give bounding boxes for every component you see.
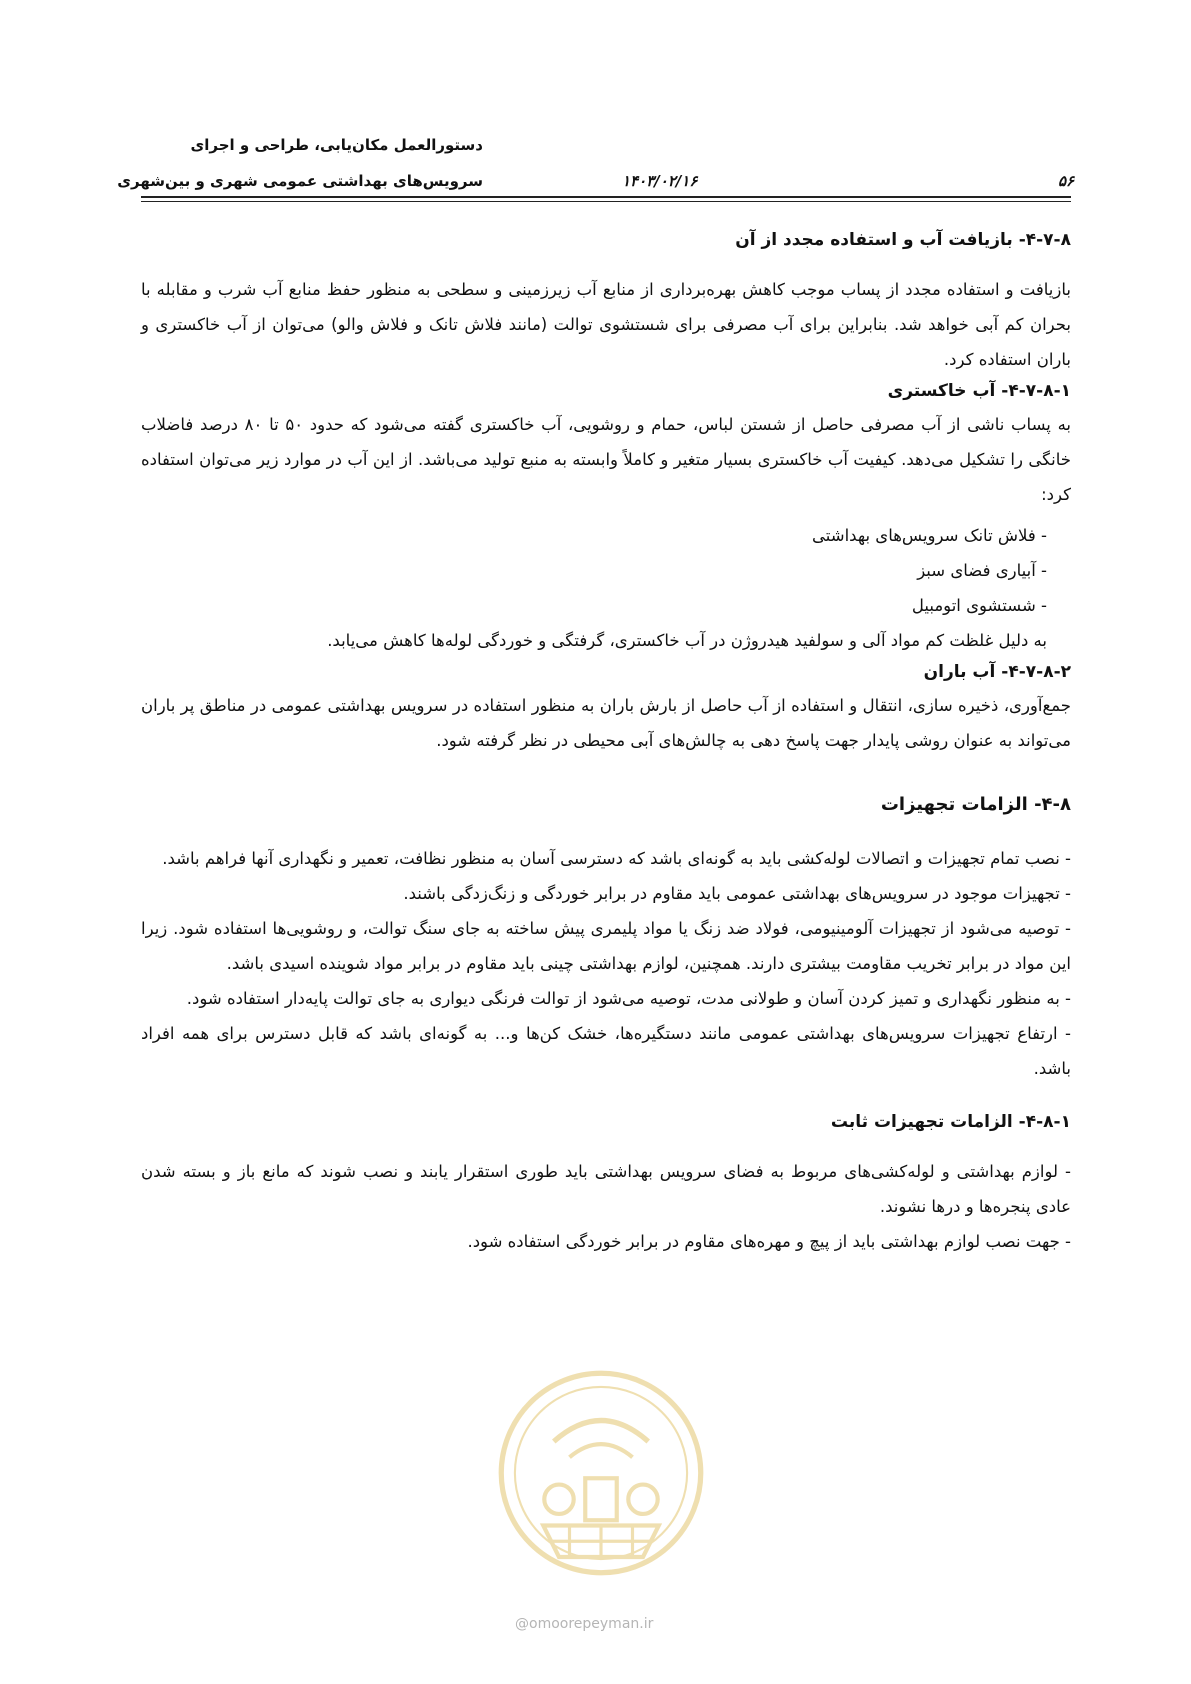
list-item: - ارتفاع تجهیزات سرویس‌های بهداشتی عمومی مانند دستگیره‌ها، خشک کن‌ها و... به گونه‌ای باشد که قابل دسترس برای همه افراد باشد. <box>141 1024 1071 1078</box>
subsection-heading-rainwater: ۴-۷-۸-۲- آب باران <box>923 662 1071 682</box>
header-rule <box>141 196 1071 198</box>
section-heading-water-recycling: ۴-۷-۸- بازیافت آب و استفاده مجدد از آن <box>735 230 1071 250</box>
document-body <box>141 230 1071 1259</box>
seal-watermark-icon <box>496 1368 706 1578</box>
list-item: - جهت نصب لوازم بهداشتی باید از پیچ و مهره‌های مقاوم در برابر خوردگی استفاده شود. <box>467 1232 1071 1251</box>
section-heading-equipment: ۴-۸- الزامات تجهیزات <box>880 794 1071 815</box>
list-item: - لوازم بهداشتی و لوله‌کشی‌های مربوط به فضای سرویس بهداشتی باید طوری استقرار یابند و نصب شوند که مانع باز و بسته شدن عادی پنجره‌ها و درها نشوند. <box>141 1162 1071 1216</box>
paragraph-rainwater: جمع‌آوری، ذخیره سازی، انتقال و استفاده از آب حاصل از بارش باران به منظور استفاده در سرویس بهداشتی عمومی در مناطق پر باران می‌تواند به عنوان روشی پایدار جهت پاسخ دهی به چالش‌های آبی محیطی در نظر گرفته شود. <box>141 696 1071 750</box>
list-item: - توصیه می‌شود از تجهیزات آلومینیومی، فولاد ضد زنگ یا مواد پلیمری پیش ساخته به جای سنگ توالت، و روشویی‌ها استفاده شود. زیرا این مواد در برابر تخریب مقاومت بیشتری دارند. همچنین، لوازم بهداشتی چینی باید مقاوم در برابر مواد شوینده اسیدی باشد. <box>141 919 1071 973</box>
list-item: - آبیاری فضای سبز <box>917 561 1047 580</box>
header-title-line2: سرویس‌های بهداشتی عمومی شهری و بین‌شهری <box>117 172 483 190</box>
header-date: ۱۴۰۳/۰۲/۱۶ <box>622 172 698 190</box>
watermark-site-text: @omoorepeyman.ir <box>515 1616 654 1632</box>
header-rule-thin <box>141 201 1071 202</box>
paragraph-greywater-note: به دلیل غلظت کم مواد آلی و سولفید هیدروژن در آب خاکستری، گرفتگی و خوردگی لوله‌ها کاهش می‌یابد. <box>327 631 1047 650</box>
list-item: - نصب تمام تجهیزات و اتصالات لوله‌کشی باید به گونه‌ای باشد که دسترسی آسان به منظور نظافت، تعمیر و نگهداری آنها فراهم باشد. <box>162 849 1071 868</box>
paragraph-greywater: به پساب ناشی از آب مصرفی حاصل از شستن لباس، حمام و روشویی، آب خاکستری گفته می‌شود که حدود ۵۰ تا ۸۰ درصد فاضلاب خانگی را تشکیل می‌دهد. کیفیت آب خاکستری بسیار متغیر و کاملاً وابسته به منبع تولید می‌باشد. از این آب در موارد زیر می‌توان استفاده کرد: <box>141 415 1072 504</box>
list-item: - به منظور نگهداری و تمیز کردن آسان و طولانی مدت، توصیه می‌شود از توالت فرنگی دیواری به جای توالت پایه‌دار استفاده شود. <box>186 989 1071 1008</box>
list-item: - شستشوی اتومبیل <box>911 596 1047 615</box>
list-item: - فلاش تانک سرویس‌های بهداشتی <box>812 526 1047 545</box>
page-number: ۵۶ <box>1058 172 1075 190</box>
paragraph-water-recycling: بازیافت و استفاده مجدد از پساب موجب کاهش بهره‌برداری از منابع آب زیرزمینی و سطحی به منظور حفظ منابع آب شرب و مقابله با بحران کم آبی خواهد شد. بنابراین برای آب مصرفی برای شستشوی توالت (مانند فلاش تانک و فلاش والو) می‌توان از آب خاکستری و باران استفاده کرد. <box>141 280 1071 369</box>
list-item: - تجهیزات موجود در سرویس‌های بهداشتی عمومی باید مقاوم در برابر خوردگی و زنگ‌زدگی باشند. <box>403 884 1071 903</box>
subsection-heading-greywater: ۴-۷-۸-۱- آب خاکستری <box>887 381 1071 401</box>
subsection-heading-fixed-equipment: ۴-۸-۱- الزامات تجهیزات ثابت <box>830 1112 1071 1132</box>
header-title-line1: دستورالعمل مکان‌یابی، طراحی و اجرای <box>190 136 483 154</box>
